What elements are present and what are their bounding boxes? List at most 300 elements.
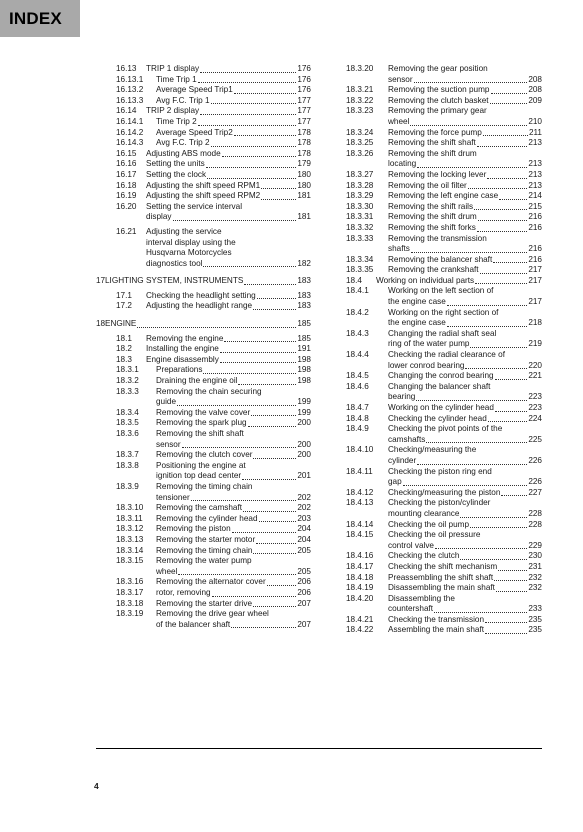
- toc-entry-number: 18.4.17: [346, 561, 374, 571]
- toc-entry[interactable]: [96, 227, 311, 269]
- toc-entry[interactable]: [96, 535, 311, 546]
- toc-entry-number: 18.3.11: [116, 513, 143, 523]
- toc-entry-number: 18.3.26: [346, 148, 374, 158]
- toc-entry[interactable]: [346, 191, 542, 202]
- toc-entry-page: 178: [297, 127, 311, 137]
- toc-entry-page: 177: [297, 106, 311, 116]
- toc-entry-page: 206: [297, 587, 311, 597]
- toc-entry[interactable]: [96, 503, 311, 514]
- toc-entry-title-line: Checking the radial clearance of: [388, 350, 505, 360]
- toc-entry-number: 16.13.3: [116, 95, 144, 105]
- toc-entry-page: 198: [297, 354, 311, 364]
- toc-entry[interactable]: [346, 64, 542, 85]
- toc-entry[interactable]: [96, 418, 311, 429]
- toc-entry-title-line: Working on the right section of: [388, 307, 499, 317]
- toc-entry[interactable]: [96, 85, 311, 96]
- toc-entry-page: 199: [297, 407, 311, 417]
- toc-entry-title-line: Positioning the engine at: [156, 460, 246, 470]
- toc-entry-number: 18.4.1: [346, 286, 369, 296]
- toc-entry-number: 18.4.10: [346, 445, 374, 455]
- toc-entry-page: 198: [297, 376, 311, 386]
- toc-entry-number: 18.4.18: [346, 572, 374, 582]
- toc-entry[interactable]: [346, 212, 542, 223]
- toc-entry[interactable]: [96, 170, 311, 181]
- dot-leader: [261, 187, 296, 189]
- toc-entry-number: 18.3.18: [116, 598, 144, 608]
- toc-entry[interactable]: [96, 355, 311, 366]
- toc-entry[interactable]: [346, 308, 542, 329]
- toc-entry-title-line: guide: [156, 397, 177, 407]
- toc-entry[interactable]: [346, 223, 542, 234]
- toc-entry-title-line: Checking the cylinder head: [388, 413, 487, 423]
- toc-entry-title-line: Removing the locking lever: [388, 169, 487, 179]
- toc-entry-number: 16.17: [116, 169, 137, 179]
- toc-entry-title-line: Assembling the main shaft: [388, 625, 485, 635]
- toc-entry-title-line: Average Speed Trip2: [156, 127, 233, 137]
- toc-entry-title-line: Removing the spark plug: [156, 418, 247, 428]
- toc-entry[interactable]: [346, 615, 542, 626]
- dot-leader: [483, 134, 528, 136]
- toc-entry-title-line: sensor: [156, 439, 181, 449]
- toc-entry-page: 215: [528, 201, 542, 211]
- toc-entry[interactable]: [346, 85, 542, 96]
- toc-entry-number: 18.3.24: [346, 127, 374, 137]
- toc-entry-page: 177: [297, 95, 311, 105]
- toc-entry-page: 226: [528, 455, 542, 465]
- toc-entry-page: 231: [528, 561, 542, 571]
- toc-entry-page: 200: [297, 418, 311, 428]
- toc-entry[interactable]: [346, 573, 542, 584]
- toc-entry[interactable]: [346, 170, 542, 181]
- toc-entry-title-line: Removing the valve cover: [156, 407, 251, 417]
- toc-entry[interactable]: [96, 429, 311, 450]
- toc-entry-title-line: Preparations: [156, 365, 203, 375]
- dot-leader: [499, 198, 527, 200]
- toc-entry-number: 18.3.29: [346, 191, 374, 201]
- toc-entry-title-line: Avg F.C. Trip 1: [156, 95, 210, 105]
- toc-entry-page: 221: [528, 371, 542, 381]
- dot-leader: [434, 611, 527, 613]
- toc-entry-number: 18.4.21: [346, 614, 374, 624]
- toc-entry-title-line: Checking the shift mechanism: [388, 561, 498, 571]
- toc-entry-page: 185: [297, 333, 311, 343]
- toc-entry-title-line: Removing the shift rails: [388, 201, 474, 211]
- toc-entry-page: 183: [297, 290, 311, 300]
- toc-entry-title-line: Avg F.C. Trip 2: [156, 138, 210, 148]
- toc-entry-title-line: Removing the primary gear: [388, 106, 487, 116]
- toc-entry-number: 16.14.2: [116, 127, 144, 137]
- toc-entry-number: 18.3.23: [346, 106, 374, 116]
- toc-entry[interactable]: [346, 181, 542, 192]
- toc-entry-page: 228: [528, 519, 542, 529]
- dot-leader: [251, 414, 296, 416]
- toc-entry-title-line: Working on the cylinder head: [388, 403, 494, 412]
- toc-entry-number: 18.3.4: [116, 407, 139, 417]
- toc-entry[interactable]: [346, 234, 542, 255]
- dot-leader: [242, 478, 296, 480]
- toc-entry-number: 16.14.3: [116, 138, 144, 148]
- dot-leader: [495, 378, 528, 380]
- toc-entry-page: 202: [297, 492, 311, 502]
- dot-leader: [234, 134, 297, 136]
- toc-entry-page: 199: [297, 397, 311, 407]
- toc-entry-title-line: Removing the shift drum: [388, 148, 477, 158]
- dot-leader: [257, 297, 297, 299]
- dot-leader: [465, 367, 527, 369]
- toc-entry-page: 177: [297, 116, 311, 126]
- toc-entry-number: 16.14: [116, 106, 137, 116]
- toc-entry[interactable]: [96, 461, 311, 482]
- dot-leader: [259, 520, 297, 522]
- toc-entry-page: 208: [528, 74, 542, 84]
- toc-entry-title-line: Adjusting ABS mode: [146, 148, 221, 158]
- page-number: 4: [94, 781, 99, 791]
- toc-entry-page: 219: [528, 339, 542, 349]
- toc-entry-number: 18.4: [346, 275, 362, 285]
- toc-entry[interactable]: [96, 291, 311, 302]
- toc-entry-number: 18.3.22: [346, 95, 374, 105]
- toc-entry[interactable]: [346, 106, 542, 127]
- toc-entry-page: 213: [528, 138, 542, 148]
- toc-entry-number: 16.21: [116, 226, 137, 236]
- toc-entry[interactable]: [96, 149, 311, 160]
- toc-entry-title-line: Installing the engine: [146, 344, 219, 354]
- toc-entry-number: 18.3.21: [346, 85, 374, 95]
- toc-entry[interactable]: [96, 450, 311, 461]
- toc-entry-page: 207: [297, 598, 311, 608]
- toc-entry-number: 18.3.5: [116, 418, 139, 428]
- toc-entry-page: 182: [297, 258, 311, 268]
- toc-entry-title-line: Working on the left section of: [388, 286, 494, 296]
- dot-leader: [207, 177, 296, 179]
- toc-entry[interactable]: [346, 371, 542, 382]
- dot-leader: [234, 92, 297, 94]
- toc-entry-title-line: sensor: [388, 74, 413, 84]
- toc-entry[interactable]: [346, 594, 542, 615]
- toc-entry-page: 203: [297, 513, 311, 523]
- toc-entry[interactable]: [346, 488, 542, 499]
- toc-entry-page: 216: [528, 254, 542, 264]
- dot-leader: [232, 531, 297, 533]
- toc-entry-page: 229: [528, 540, 542, 550]
- toc-entry-title-line: Disassembling the: [388, 593, 455, 603]
- toc-entry[interactable]: [346, 424, 542, 445]
- dot-leader: [403, 484, 528, 486]
- toc-entry-number: 18.4.12: [346, 487, 374, 497]
- toc-entry-number: 18: [96, 319, 106, 329]
- toc-entry-title-line: Setting the clock: [146, 169, 207, 179]
- dot-leader: [200, 71, 296, 73]
- toc-entry-page: 211: [528, 127, 542, 137]
- toc-entry-page: 201: [297, 471, 311, 481]
- toc-entry-title-line: Removing the transmission: [388, 233, 487, 243]
- dot-leader: [178, 573, 296, 575]
- toc-entry-number: 18.4.8: [346, 413, 369, 423]
- toc-entry[interactable]: [346, 551, 542, 562]
- toc-entry[interactable]: [346, 583, 542, 594]
- toc-entry[interactable]: [96, 514, 311, 525]
- toc-entry[interactable]: [346, 286, 542, 307]
- toc-entry[interactable]: [346, 265, 542, 276]
- dot-leader: [478, 219, 528, 221]
- dot-leader: [468, 187, 528, 189]
- toc-entry-number: 18.3.9: [116, 481, 139, 491]
- dot-leader: [177, 404, 296, 406]
- toc-entry-title-line: Removing the shift shaft: [388, 138, 476, 148]
- toc-entry-title-line: Removing the left engine case: [388, 191, 499, 201]
- toc-entry-title-line: lower conrod bearing: [388, 360, 465, 370]
- toc-entry-number: 18.1: [116, 333, 132, 343]
- dot-leader: [426, 441, 527, 443]
- toc-entry-number: 18.3.3: [116, 386, 139, 396]
- dot-leader: [485, 632, 527, 634]
- toc-entry[interactable]: [346, 96, 542, 107]
- toc-entry-title-line: Removing the alternator cover: [156, 577, 266, 587]
- toc-entry[interactable]: [96, 609, 311, 630]
- toc-entry-title-line: Checking the headlight setting: [146, 290, 256, 300]
- toc-entry[interactable]: [346, 202, 542, 213]
- toc-entry[interactable]: [96, 159, 311, 170]
- toc-entry-number: 16.15: [116, 148, 137, 158]
- toc-entry[interactable]: [346, 498, 542, 519]
- toc-entry[interactable]: [96, 75, 311, 86]
- toc-entry-page: 183: [297, 301, 311, 311]
- toc-entry[interactable]: [96, 191, 311, 202]
- dot-leader: [496, 590, 527, 592]
- toc-entry-page: 223: [528, 403, 542, 412]
- toc-entry-title-line: Removing the drive gear wheel: [156, 609, 269, 619]
- toc-entry-page: 185: [297, 319, 311, 329]
- dot-leader: [224, 340, 296, 342]
- toc-entry-page: 230: [528, 551, 542, 561]
- dot-leader: [191, 499, 297, 501]
- toc-entry-title-line: the engine case: [388, 297, 446, 307]
- dot-leader: [220, 351, 296, 353]
- toc-entry-title-line: Checking the transmission: [388, 614, 485, 624]
- toc-entry-title-line: Removing the gear position: [388, 64, 488, 73]
- toc-entry[interactable]: [96, 301, 311, 312]
- toc-entry-page: 198: [297, 365, 311, 375]
- toc-entry[interactable]: [96, 202, 311, 223]
- toc-entry-number: 16.16: [116, 159, 137, 169]
- toc-entry[interactable]: [346, 530, 542, 551]
- toc-entry-title-line: Removing the suction pump: [388, 85, 490, 95]
- toc-entry-number: 18.4.3: [346, 328, 369, 338]
- toc-entry[interactable]: [346, 276, 542, 287]
- toc-entry-number: 18.3.28: [346, 180, 374, 190]
- toc-entry[interactable]: [346, 128, 542, 139]
- toc-entry[interactable]: [346, 329, 542, 350]
- toc-entry-number: 18.3: [116, 354, 132, 364]
- dot-leader: [244, 283, 296, 285]
- toc-entry-number: 18.4.6: [346, 381, 369, 391]
- toc-entry-number: 18.4.13: [346, 498, 374, 508]
- toc-entry-number: 18.4.9: [346, 424, 369, 434]
- dot-leader: [480, 272, 528, 274]
- toc-entry[interactable]: [96, 344, 311, 355]
- toc-entry-title-line: Removing the clutch cover: [156, 450, 253, 460]
- toc-entry-page: 179: [297, 159, 311, 169]
- toc-entry[interactable]: [96, 117, 311, 128]
- toc-entry-title-line: Time Trip 1: [156, 74, 197, 84]
- toc-entry-number: 18.3.8: [116, 460, 139, 470]
- toc-entry-title-line: Checking/measuring the: [388, 445, 477, 455]
- toc-entry[interactable]: [96, 599, 311, 610]
- toc-entry[interactable]: [96, 408, 311, 419]
- toc-entry[interactable]: [346, 350, 542, 371]
- toc-entry-number: 16.14.1: [116, 116, 144, 126]
- toc-entry-title-line: Adjusting the service: [146, 226, 222, 236]
- toc-entry[interactable]: [96, 138, 311, 149]
- toc-entry-title-line: TRIP 1 display: [146, 64, 200, 73]
- toc-entry[interactable]: [96, 276, 311, 287]
- toc-entry-title-line: Removing the force pump: [388, 127, 482, 137]
- toc-entry[interactable]: [346, 403, 542, 414]
- toc-entry[interactable]: [346, 382, 542, 403]
- dot-leader: [211, 102, 297, 104]
- toc-entry-title-line: locating: [388, 159, 417, 169]
- toc-entry-title-line: Disassembling the main shaft: [388, 583, 495, 593]
- dot-leader: [474, 208, 527, 210]
- toc-entry-title-line: Changing the balancer shaft: [388, 381, 491, 391]
- dot-leader: [470, 346, 527, 348]
- toc-entry-page: 176: [297, 74, 311, 84]
- dot-leader: [253, 552, 296, 554]
- toc-entry-number: 18.3.19: [116, 609, 144, 619]
- toc-entry-title-line: Removing the camshaft: [156, 503, 243, 513]
- toc-entry-title-line: ring of the water pump: [388, 339, 470, 349]
- dot-leader: [498, 569, 527, 571]
- toc-entry-number: 17: [96, 276, 106, 286]
- toc-entry-page: 217: [528, 265, 542, 275]
- toc-entry-number: 18.2: [116, 344, 132, 354]
- toc-entry[interactable]: [346, 520, 542, 531]
- toc-entry-page: 181: [297, 212, 311, 222]
- toc-entry[interactable]: [346, 255, 542, 266]
- toc-entry[interactable]: [346, 138, 542, 149]
- toc-entry-title-line: Checking the oil pressure: [388, 530, 481, 540]
- dot-leader: [231, 626, 296, 628]
- toc-entry-title-line: Removing the cylinder head: [156, 513, 258, 523]
- dot-leader: [477, 145, 527, 147]
- toc-entry-title-line: Removing the timing chain: [156, 481, 253, 491]
- toc-entry[interactable]: [96, 128, 311, 139]
- dot-leader: [470, 526, 527, 528]
- toc-entry[interactable]: [96, 96, 311, 107]
- toc-entry-title-line: Removing the shift drum: [388, 212, 477, 222]
- dot-leader: [411, 251, 527, 253]
- toc-entry-page: 176: [297, 64, 311, 73]
- toc-entry-page: 227: [528, 487, 542, 497]
- toc-entry[interactable]: [96, 546, 311, 557]
- toc-entry-title-line: Removing the oil filter: [388, 180, 467, 190]
- toc-entry-page: 217: [528, 275, 542, 285]
- toc-entry[interactable]: [346, 467, 542, 488]
- dot-leader: [212, 595, 297, 597]
- index-tab: INDEX: [0, 0, 80, 37]
- toc-entry-number: 18.4.7: [346, 403, 369, 412]
- toc-entry-title-line: rotor, removing: [156, 587, 211, 597]
- toc-entry[interactable]: [96, 577, 311, 588]
- toc-entry[interactable]: [346, 625, 542, 636]
- toc-entry-title-line: Removing the engine: [146, 333, 224, 343]
- toc-entry-page: 206: [297, 577, 311, 587]
- toc-entry[interactable]: [96, 64, 311, 75]
- dot-leader: [417, 166, 527, 168]
- toc-entry-number: 18.3.10: [116, 503, 144, 513]
- toc-entry-page: 200: [297, 439, 311, 449]
- toc-entry-title-line: Removing the starter motor: [156, 534, 256, 544]
- toc-entry-number: 18.3.33: [346, 233, 374, 243]
- dot-leader: [222, 155, 297, 157]
- dot-leader: [416, 399, 527, 401]
- dot-leader: [410, 124, 527, 126]
- toc-entry-page: 204: [297, 524, 311, 534]
- toc-entry-title-line: shafts: [388, 244, 410, 254]
- toc-entry-title-line: Checking/measuring the piston: [388, 487, 501, 497]
- toc-entry-number: 18.3.30: [346, 201, 374, 211]
- toc-entry[interactable]: [346, 445, 542, 466]
- toc-entry-page: 200: [297, 450, 311, 460]
- toc-entry-number: 16.19: [116, 191, 137, 201]
- toc-entry-page: 202: [297, 503, 311, 513]
- toc-entry-title-line: ignition top dead center: [156, 471, 242, 481]
- toc-entry-number: 18.4.19: [346, 583, 374, 593]
- toc-entry-number: 18.3.34: [346, 254, 374, 264]
- toc-entry[interactable]: [346, 414, 542, 425]
- toc-entry-number: 18.3.17: [116, 587, 144, 597]
- toc-entry-page: 213: [528, 169, 542, 179]
- toc-entry-page: 216: [528, 244, 542, 254]
- dot-leader: [137, 326, 296, 328]
- toc-entry-number: 18.4.4: [346, 350, 369, 360]
- dot-leader: [182, 446, 297, 448]
- toc-entry-number: 16.13.2: [116, 85, 144, 95]
- dot-leader: [253, 605, 296, 607]
- toc-entry[interactable]: [96, 387, 311, 408]
- dot-leader: [485, 621, 527, 623]
- dot-leader: [256, 542, 296, 544]
- toc-entry-number: 16.18: [116, 180, 137, 190]
- toc-entry[interactable]: [96, 334, 311, 345]
- dot-leader: [475, 282, 527, 284]
- toc-entry-number: 18.4.11: [346, 466, 373, 476]
- toc-entry[interactable]: [346, 562, 542, 573]
- toc-entry-page: 235: [528, 625, 542, 635]
- toc-entry-title-line: Removing the starter drive: [156, 598, 253, 608]
- toc-entry-title-line: control valve: [388, 540, 434, 550]
- toc-entry[interactable]: [346, 149, 542, 170]
- toc-entry[interactable]: [96, 319, 311, 330]
- toc-entry-page: 181: [297, 191, 311, 201]
- toc-entry-page: 191: [297, 344, 311, 354]
- toc-entry[interactable]: [96, 588, 311, 599]
- toc-entry-page: 223: [528, 392, 542, 402]
- toc-entry[interactable]: [96, 524, 311, 535]
- toc-entry-title-line: the engine case: [388, 318, 446, 328]
- toc-entry[interactable]: [96, 106, 311, 117]
- toc-entry[interactable]: [96, 365, 311, 376]
- toc-entry[interactable]: [96, 181, 311, 192]
- dot-leader: [253, 457, 296, 459]
- toc-entry[interactable]: [96, 556, 311, 577]
- toc-entry[interactable]: [96, 376, 311, 387]
- toc-entry-number: 16.20: [116, 201, 137, 211]
- toc-entry[interactable]: [96, 482, 311, 503]
- toc-entry-number: 18.4.2: [346, 307, 369, 317]
- toc-entry-title-line: wheel: [156, 566, 178, 576]
- toc-entry-number: 18.3.12: [116, 524, 144, 534]
